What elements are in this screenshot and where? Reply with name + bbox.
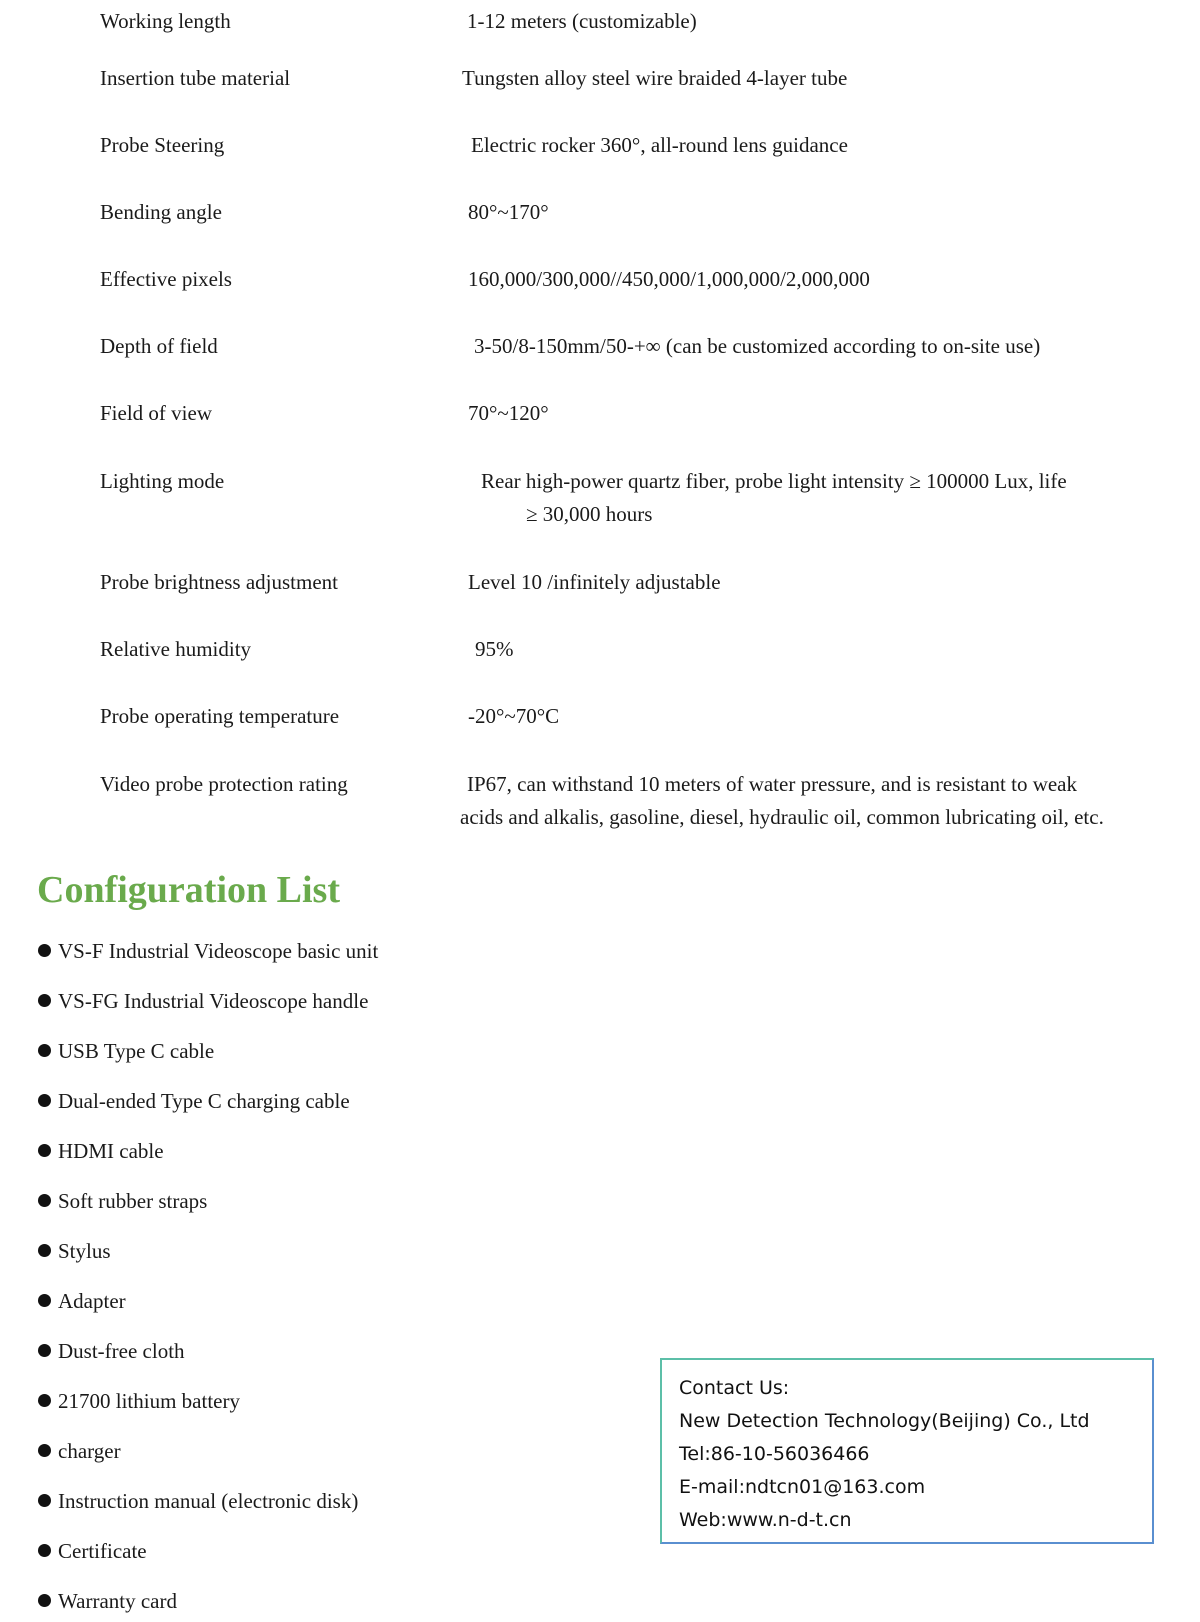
bullet-icon — [38, 1394, 51, 1407]
spec-label: Working length — [100, 9, 231, 33]
spec-label: Video probe protection rating — [100, 772, 348, 796]
list-item: Adapter — [38, 1287, 126, 1315]
spec-value: 70°~120° — [468, 401, 549, 425]
spec-value: Level 10 /infinitely adjustable — [468, 570, 721, 594]
spec-value: -20°~70°C — [468, 704, 560, 728]
list-item: VS-FG Industrial Videoscope handle — [38, 987, 368, 1015]
bullet-icon — [38, 1294, 51, 1307]
bullet-icon — [38, 1244, 51, 1257]
contact-web[interactable]: Web:www.n-d-t.cn — [679, 1509, 852, 1531]
bullet-icon — [38, 1444, 51, 1457]
bullet-icon — [38, 994, 51, 1007]
list-item: 21700 lithium battery — [38, 1387, 240, 1415]
contact-heading: Contact Us: — [679, 1377, 790, 1399]
spec-value: 160,000/300,000//450,000/1,000,000/2,000,000 — [468, 267, 870, 291]
spec-label: Probe brightness adjustment — [100, 570, 338, 594]
contact-company: New Detection Technology(Beijing) Co., Ltd — [679, 1410, 1090, 1432]
spec-label: Lighting mode — [100, 469, 225, 493]
contact-box — [660, 1358, 1154, 1544]
spec-label: Depth of field — [100, 334, 218, 358]
list-item: charger — [38, 1437, 121, 1465]
contact-tel: Tel:86-10-56036466 — [679, 1443, 870, 1465]
spec-label: Insertion tube material — [100, 66, 291, 90]
spec-value: 3-50/8-150mm/50-+∞ (can be customized according to on-site use) — [474, 334, 1041, 358]
bullet-icon — [38, 1544, 51, 1557]
spec-value: Tungsten alloy steel wire braided 4-layer tube — [462, 66, 848, 90]
spec-value-continued: acids and alkalis, gasoline, diesel, hydraulic oil, common lubricating oil, etc. — [460, 805, 1104, 829]
spec-value: 80°~170° — [468, 200, 549, 224]
configuration-list-title: Configuration List — [37, 869, 340, 911]
list-item: Warranty card — [38, 1587, 177, 1615]
spec-label: Probe Steering — [100, 133, 225, 157]
spec-value: 1-12 meters (customizable) — [467, 9, 697, 33]
spec-value: Rear high-power quartz fiber, probe light intensity ≥ 100000 Lux, life — [481, 469, 1067, 493]
spec-label: Bending angle — [100, 200, 222, 224]
spec-label: Field of view — [100, 401, 212, 425]
spec-value: Electric rocker 360°, all-round lens guidance — [471, 133, 848, 157]
list-item: Dual-ended Type C charging cable — [38, 1087, 350, 1115]
bullet-icon — [38, 1594, 51, 1607]
spec-value: IP67, can withstand 10 meters of water pressure, and is resistant to weak — [467, 772, 1078, 796]
list-item: Dust-free cloth — [38, 1337, 185, 1365]
list-item: Certificate — [38, 1537, 147, 1565]
spec-value: 95% — [475, 637, 514, 661]
bullet-icon — [38, 1044, 51, 1057]
bullet-icon — [38, 1094, 51, 1107]
spec-label: Effective pixels — [100, 267, 232, 291]
bullet-icon — [38, 1494, 51, 1507]
bullet-icon — [38, 1144, 51, 1157]
bullet-icon — [38, 1344, 51, 1357]
list-item: VS-F Industrial Videoscope basic unit — [38, 937, 378, 965]
bullet-icon — [38, 944, 51, 957]
list-item: USB Type C cable — [38, 1037, 214, 1065]
list-item: Stylus — [38, 1237, 111, 1265]
spec-value-continued: ≥ 30,000 hours — [526, 502, 653, 526]
spec-label: Probe operating temperature — [100, 704, 340, 728]
list-item: HDMI cable — [38, 1137, 164, 1165]
contact-email[interactable]: E-mail:ndtcn01@163.com — [679, 1476, 926, 1498]
spec-label: Relative humidity — [100, 637, 252, 661]
list-item: Instruction manual (electronic disk) — [38, 1487, 358, 1515]
list-item: Soft rubber straps — [38, 1187, 207, 1215]
bullet-icon — [38, 1194, 51, 1207]
